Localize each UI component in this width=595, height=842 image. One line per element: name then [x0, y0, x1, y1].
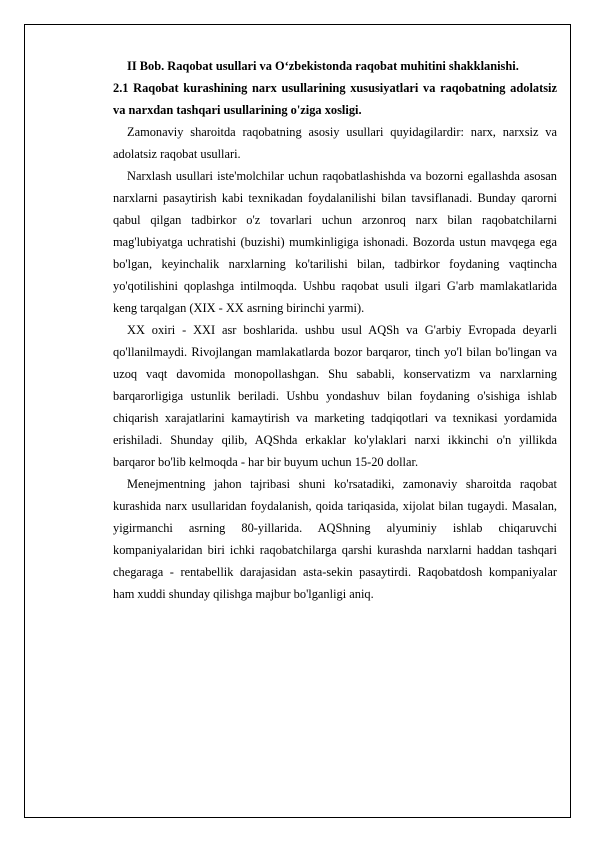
paragraph-2: Narxlash usullari iste'molchilar uchun raqobatlashishda va bozorni egallashda asosan narxlarni pasaytirish kabi texnikadan foydalanilishi bilan tavsiflanadi. Bunday qarorni qabul qilgan tadbirkor o'z tovarlari uchun arzonroq narx bilan raqobatchilarni mag'lubiyatga uchratishi (buzishi) mumkinligiga ishonadi. Bozorda ustun mavqega ega bo'lgan, keyinchalik narxlarning ko'tarilishi bilan, tadbirkor foydaning vaqtincha yo'qotilishini qoplashga intilmoqda. Ushbu raqobat usuli ilgari G'arb mamlakatlarida keng tarqalgan (XIX - XX asrning birinchi yarmi). — [113, 169, 557, 315]
section-heading: 2.1 Raqobat kurashining narx usullarining xususiyatlari va raqobatning adolatsiz va narxdan tashqari usullarining o'ziga xosligi. — [113, 81, 557, 117]
paragraph-4: Menejmentning jahon tajribasi shuni ko'rsatadiki, zamonaviy sharoitda raqobat kurashida narx usullaridan foydalanish, qoida tariqasida, xijolat bilan tugaydi. Masalan, yigirmanchi asrning 80-yillarida. AQShning alyuminiy ishlab chiqaruvchi kompaniyalaridan biri ichki raqobatchilarga qarshi kurashda narxlarni haddan tashqari chegaraga - rentabellik darajasidan asta-sekin pasaytirdi. Raqobatdosh kompaniyalar ham xuddi shunday qilishga majbur bo'lganligi aniq. — [113, 477, 557, 601]
document-body — [113, 55, 557, 605]
paragraph-3: XX oxiri - XXI asr boshlarida. ushbu usul AQSh va G'arbiy Evropada deyarli qo'llanilmaydi. Rivojlangan mamlakatlarda bozor barqaror, tinch yo'l bilan bo'lingan va uzoq vaqt davomida monopollashgan. Shu sababli, konservatizm va narxlarning barqarorligiga ustunlik beriladi. Ushbu yondashuv bilan foydaning o'sishiga ishlab chiqarish xarajatlarini kamaytirish va marketing tadqiqotlari va texnikasi yordamida erishiladi. Shunday qilib, AQShda erkaklar ko'ylaklari narxi ikkinchi o'n yillikda barqaror bo'lib kelmoqda - har bir buyum uchun 15-20 dollar. — [113, 323, 557, 469]
paragraph-1: Zamonaviy sharoitda raqobatning asosiy usullari quyidagilardir: narx, narxsiz va adolatsiz raqobat usullari. — [113, 125, 557, 161]
chapter-heading: II Bob. Raqobat usullari va O‘zbekistonda raqobat muhitini shakklanishi. — [127, 59, 519, 73]
